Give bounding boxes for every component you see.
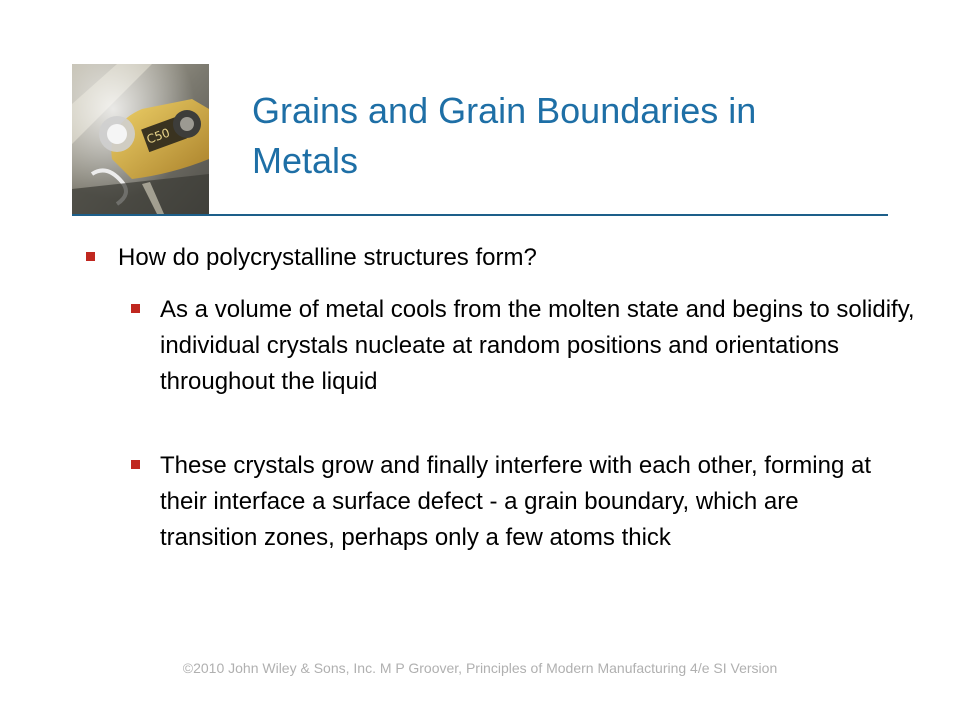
svg-text:C50: C50 — [144, 125, 172, 147]
square-bullet-icon — [131, 460, 140, 469]
slide-title: Grains and Grain Boundaries in Metals — [252, 90, 757, 181]
subbullet-text: As a volume of metal cools from the molten state and begins to solidify, individual crystals nucleate at random positions and orientations throughout the liquid — [160, 296, 915, 395]
title-divider — [72, 214, 888, 216]
footer-copyright: ©2010 John Wiley & Sons, Inc. M P Groover, Principles of Modern Manufacturing 4/e SI Version — [182, 660, 778, 676]
square-bullet-icon — [131, 304, 140, 313]
machining-photo — [72, 64, 209, 214]
subbullet-text: These crystals grow and finally interfere with each other, forming at their interface a surface defect - a grain boundary, which are transition zones, perhaps only a few atoms thick — [160, 452, 871, 551]
bullet-text: How do polycrystalline structures form? — [118, 244, 537, 271]
square-bullet-icon — [86, 252, 95, 261]
